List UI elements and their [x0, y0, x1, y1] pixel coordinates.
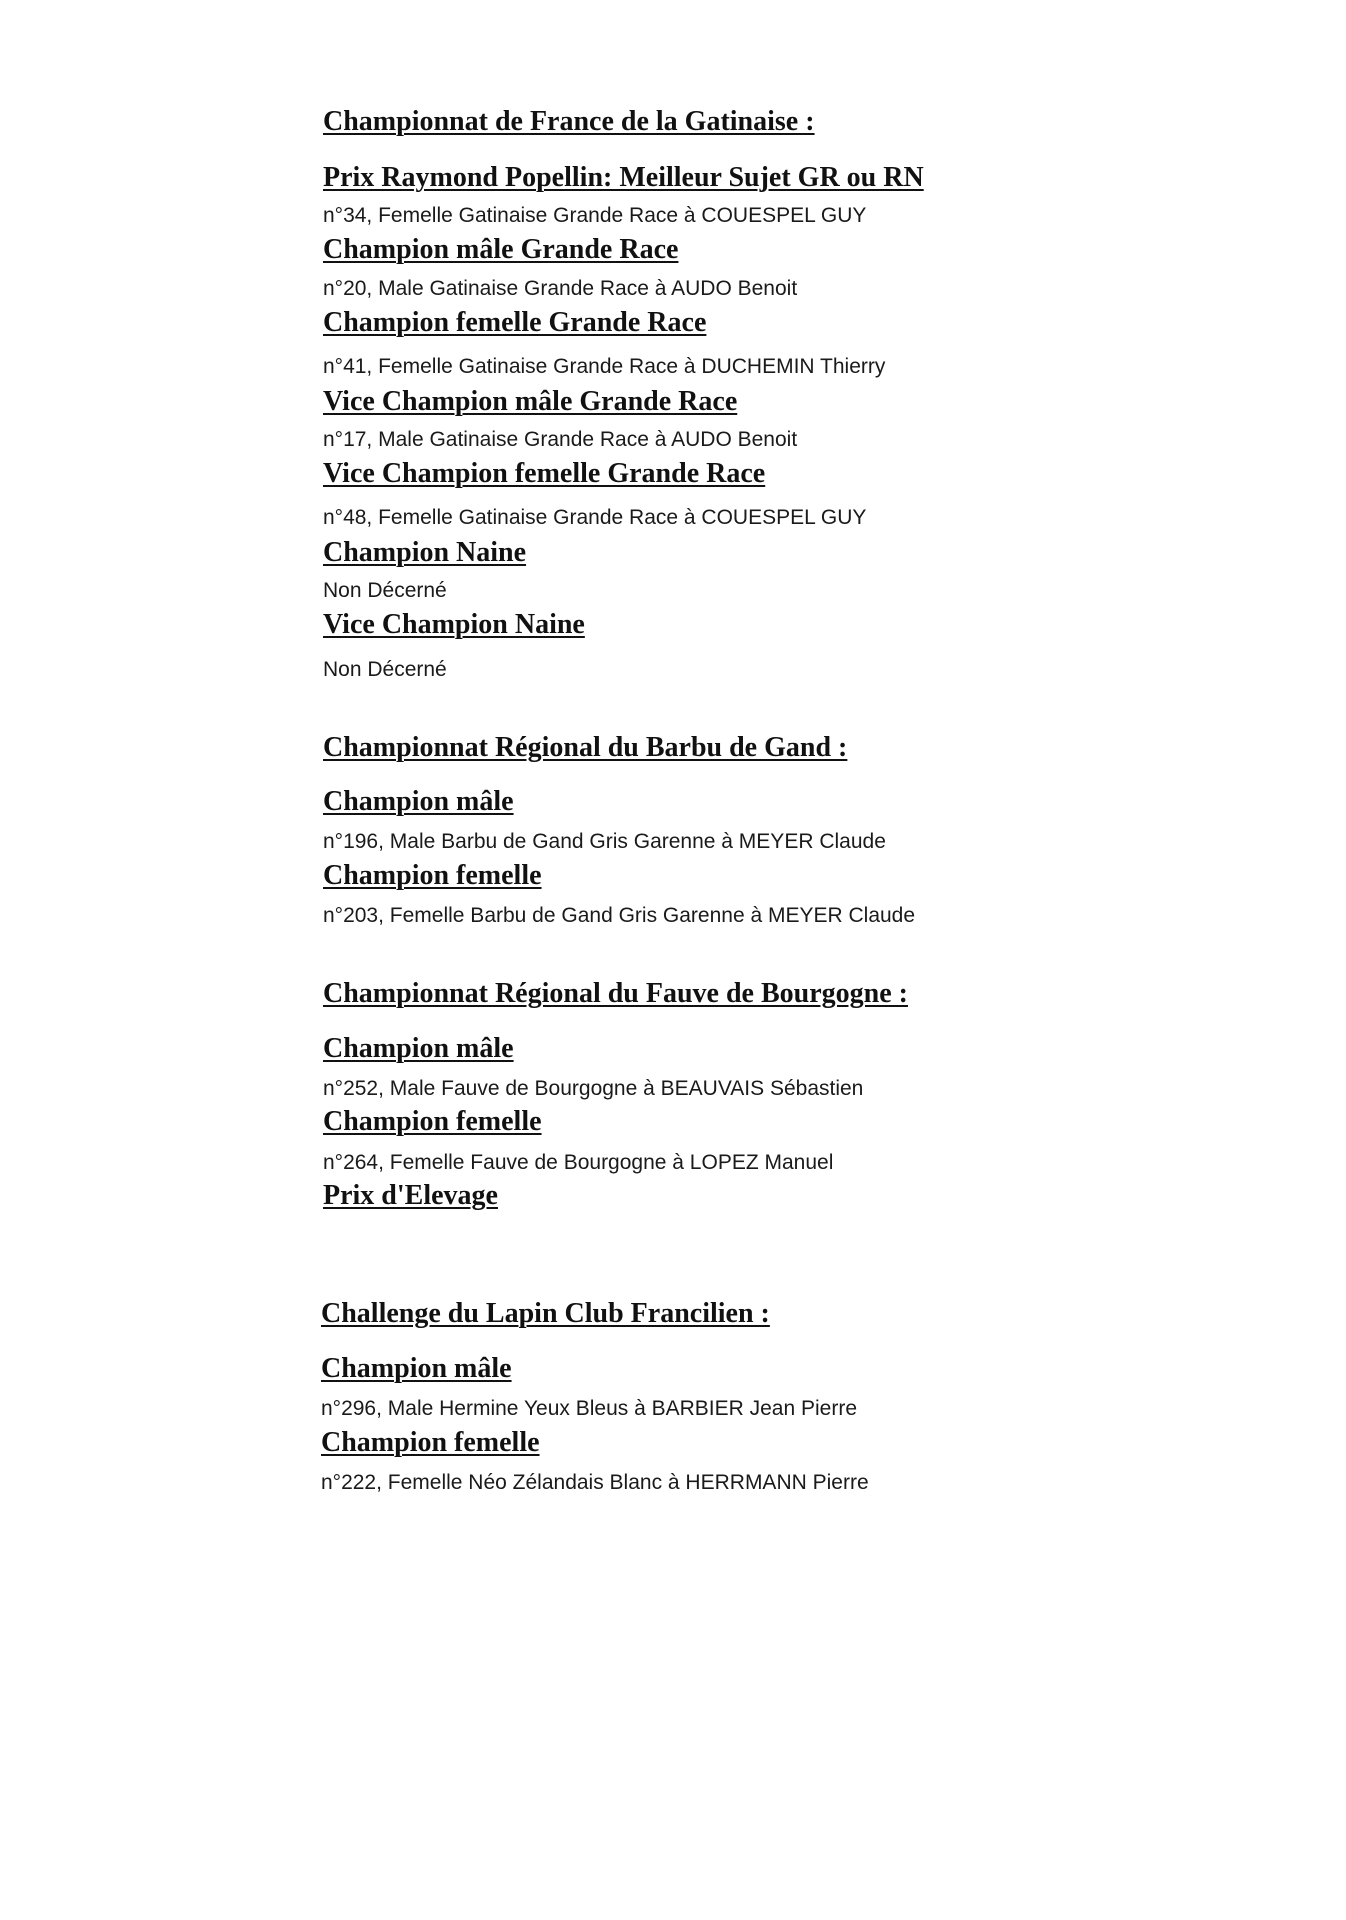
section-title-gatinaise: Championnat de France de la Gatinaise :: [323, 106, 815, 137]
entry-text: n°203, Femelle Barbu de Gand Gris Garenne à MEYER Claude: [323, 904, 916, 927]
entry-text: n°264, Femelle Fauve de Bourgogne à LOPEZ Manuel: [323, 1151, 834, 1174]
entry-text: n°41, Femelle Gatinaise Grande Race à DUCHEMIN Thierry: [323, 355, 886, 378]
entry-text: n°252, Male Fauve de Bourgogne à BEAUVAIS Sébastien: [323, 1077, 864, 1100]
entry-text: Non Décerné: [323, 579, 447, 602]
entry-heading: Prix d'Elevage: [323, 1180, 498, 1211]
entry-text: n°48, Femelle Gatinaise Grande Race à COUESPEL GUY: [323, 506, 867, 529]
section-title-fauve: Championnat Régional du Fauve de Bourgogne :: [323, 978, 908, 1009]
entry-heading: Champion mâle Grande Race: [323, 234, 679, 265]
entry-text: n°17, Male Gatinaise Grande Race à AUDO Benoit: [323, 428, 798, 451]
entry-heading: Champion mâle: [323, 1033, 514, 1064]
entry-heading: Champion femelle Grande Race: [323, 307, 707, 338]
section-title-challenge: Challenge du Lapin Club Francilien :: [321, 1298, 770, 1329]
entry-text: n°296, Male Hermine Yeux Bleus à BARBIER Jean Pierre: [321, 1397, 858, 1420]
entry-heading: Champion femelle: [321, 1427, 540, 1458]
entry-heading: Champion femelle: [323, 860, 542, 891]
entry-heading: Prix Raymond Popellin: Meilleur Sujet GR ou RN: [323, 162, 924, 193]
entry-heading: Champion mâle: [321, 1353, 512, 1384]
entry-text: Non Décerné: [323, 658, 447, 681]
entry-heading: Champion Naine: [323, 537, 527, 568]
entry-heading: Vice Champion mâle Grande Race: [323, 386, 738, 417]
entry-heading: Vice Champion femelle Grande Race: [323, 458, 766, 489]
entry-text: n°20, Male Gatinaise Grande Race à AUDO Benoit: [323, 277, 798, 300]
entry-heading: Vice Champion Naine: [323, 609, 585, 640]
entry-text: n°34, Femelle Gatinaise Grande Race à COUESPEL GUY: [323, 204, 867, 227]
entry-text: n°196, Male Barbu de Gand Gris Garenne à MEYER Claude: [323, 830, 886, 853]
entry-text: n°222, Femelle Néo Zélandais Blanc à HERRMANN Pierre: [321, 1471, 869, 1494]
entry-heading: Champion femelle: [323, 1106, 542, 1137]
section-title-barbu: Championnat Régional du Barbu de Gand :: [323, 732, 848, 763]
entry-heading: Champion mâle: [323, 786, 514, 817]
